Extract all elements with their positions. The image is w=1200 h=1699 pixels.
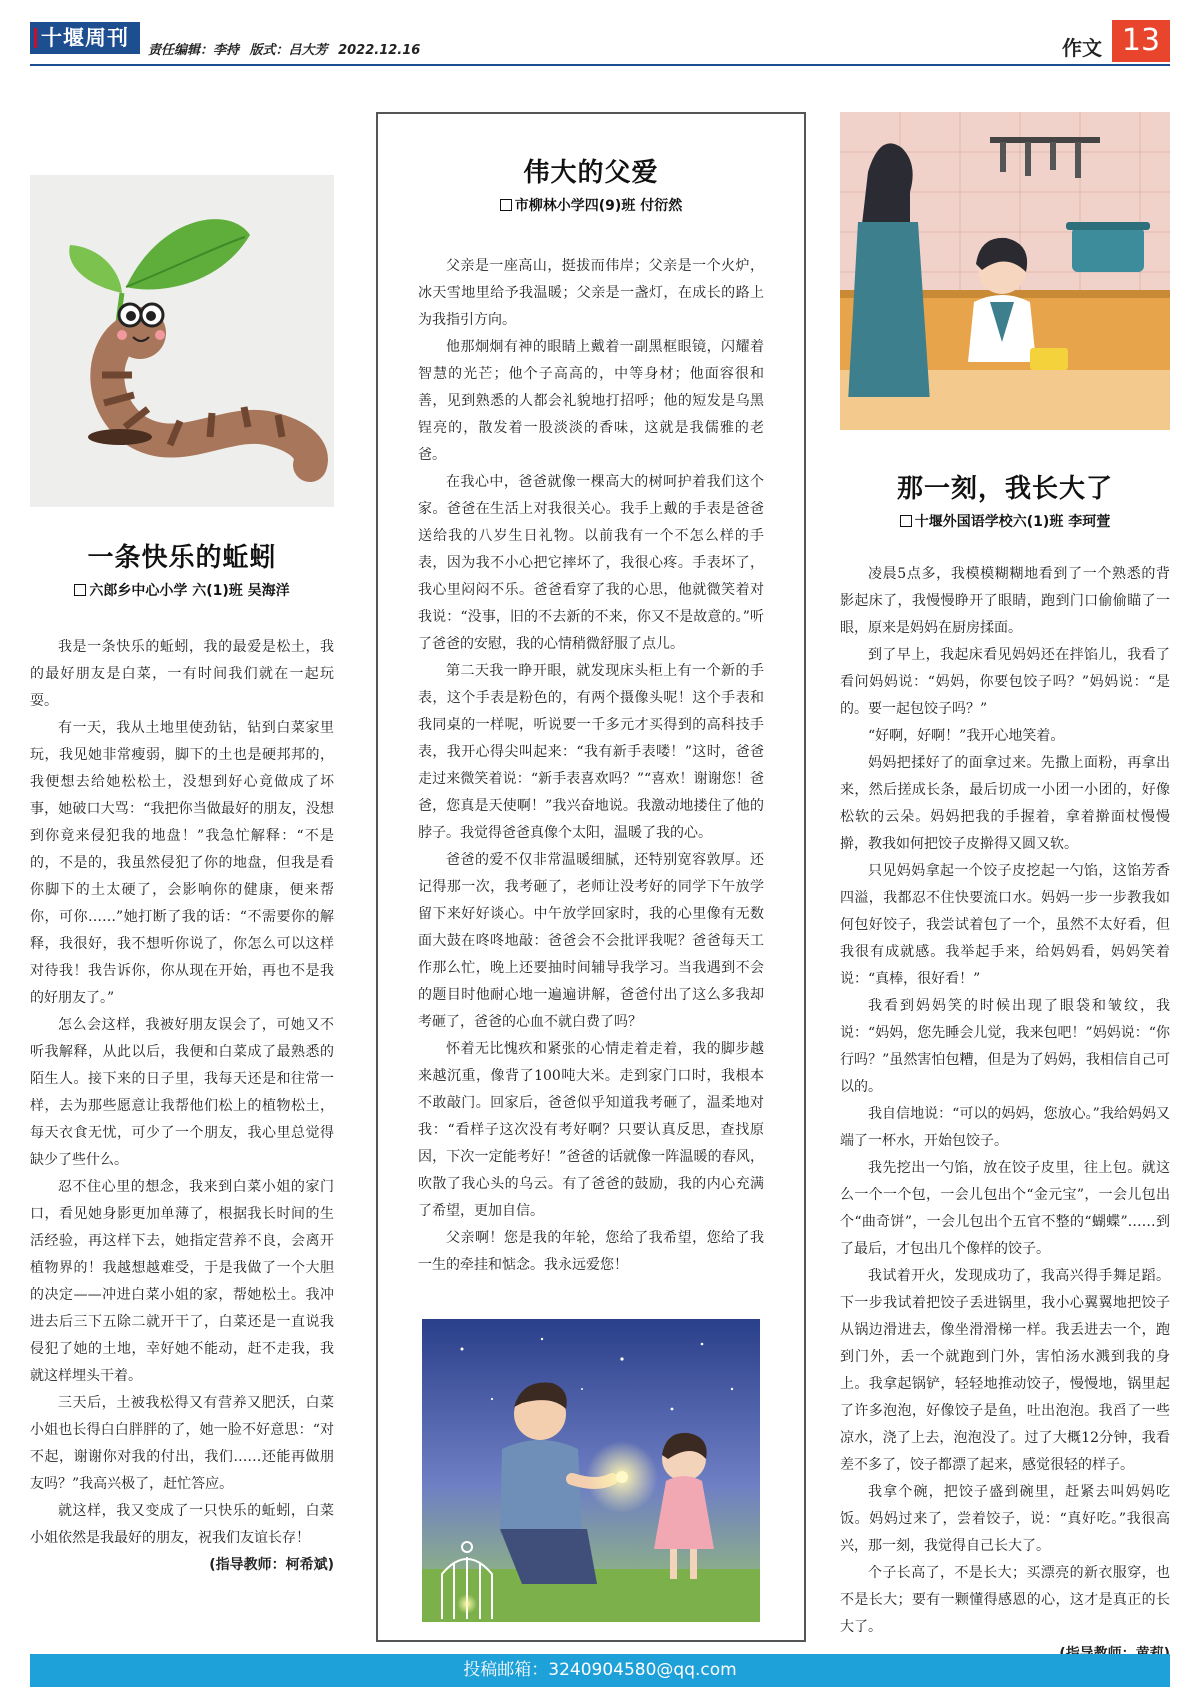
paragraph: 就这样，我又变成了一只快乐的蚯蚓，白菜小姐依然是我最好的朋友，祝我们友谊长存！ bbox=[30, 1503, 334, 1546]
paragraph: 父亲是一座高山，挺拔而伟岸；父亲是一个火炉，冰天雪地里给予我温暖；父亲是一盏灯，在成长的路上为我指引方向。 bbox=[418, 258, 764, 328]
paragraph: 凌晨5点多，我模模糊糊地看到了一个熟悉的背影起床了，我慢慢睁开了眼睛，跑到门口偷偷瞄了一眼，原来是妈妈在厨房揉面。 bbox=[840, 566, 1170, 636]
issue-date: 2022.12.16 bbox=[338, 43, 421, 58]
article-body bbox=[840, 561, 1170, 1641]
submission-email-bar: 投稿邮箱：3240904580@qq.com bbox=[30, 1654, 1170, 1687]
paragraph: 他那炯炯有神的眼睛上戴着一副黑框眼镜，闪耀着智慧的光芒；他个子高高的，中等身材；他面容很和善，见到熟悉的人都会礼貌地打招呼；他的短发是乌黑锃亮的，散发着一股淡淡的香味，这就是我儒雅的老爸。 bbox=[418, 339, 764, 463]
editor: 责任编辑：李持 bbox=[148, 43, 240, 58]
section-name: 作文 bbox=[1062, 36, 1102, 60]
article-title: 一条快乐的蚯蚓 bbox=[87, 543, 277, 573]
layout-editor: 版式：吕大芳 bbox=[249, 43, 328, 58]
article-byline: 市柳林小学四(9)班 付衍然 bbox=[418, 195, 764, 215]
article-body bbox=[418, 253, 764, 1279]
newspaper-logo: 十堰周刊 bbox=[30, 22, 140, 54]
teacher-credit: (指导教师：柯希斌) bbox=[209, 1557, 334, 1573]
father-daughter-illustration bbox=[422, 1319, 760, 1622]
article-fatherly-love bbox=[376, 112, 806, 1642]
paragraph: 第二天我一睁开眼，就发现床头柜上有一个新的手表，这个手表是粉色的，有两个摄像头呢！这个手表和我同桌的一样呢，听说要一千多元才买得到的高科技手表，我开心得尖叫起来：“我有新手表喽！”这时，爸爸走过来微笑着说：“新手表喜欢吗？”“喜欢！谢谢您！爸爸，您真是天使啊！”我兴奋地说。我激动地搂住了他的脖子。我觉得爸爸真像个太阳，温暖了我的心。 bbox=[418, 663, 764, 841]
article-title: 那一刻，我长大了 bbox=[896, 474, 1113, 504]
header-rule bbox=[30, 64, 1170, 66]
paragraph: 忍不住心里的想念，我来到白菜小姐的家门口，看见她身影更加单薄了，根据我长时间的生活经验，再这样下去，她指定营养不良，会离开植物界的！我越想越难受，于是我做了一个大胆的决定——冲进白菜小姐的家，帮她松土。我冲进去后三下五除二就开干了，白菜还是一直说我侵犯了她的土地，幸好她不能动，赶不走我，我就这样埋头干着。 bbox=[30, 1179, 334, 1384]
article-title: 伟大的父爱 bbox=[523, 158, 659, 188]
paragraph: 我自信地说：“可以的妈妈，您放心。”我给妈妈又端了一杯水，开始包饺子。 bbox=[840, 1106, 1170, 1149]
paragraph: 个子长高了，不是长大；买漂亮的新衣服穿，也不是长大；要有一颗懂得感恩的心，这才是真正的长大了。 bbox=[840, 1565, 1170, 1635]
article-grew-up bbox=[840, 112, 1170, 1663]
paragraph: 我看到妈妈笑的时候出现了眼袋和皱纹，我说：“妈妈，您先睡会儿觉，我来包吧！”妈妈说：“你行吗？”虽然害怕包糟，但是为了妈妈，我相信自己可以的。 bbox=[840, 998, 1170, 1095]
page-number: 13 bbox=[1112, 20, 1170, 62]
paragraph: 爸爸的爱不仅非常温暖细腻，还特别宽容敦厚。还记得那一次，我考砸了，老师让没考好的同学下午放学留下来好好谈心。中午放学回家时，我的心里像有无数面大鼓在咚咚地敲：爸爸会不会批评我呢？爸爸每天工作那么忙，晚上还要抽时间辅导我学习。当我遇到不会的题目时他耐心地一遍遍讲解，爸爸付出了这么多我却考砸了，爸爸的心血不就白费了吗？ bbox=[418, 852, 764, 1030]
article-body bbox=[30, 634, 334, 1552]
paragraph: 怎么会这样，我被好朋友误会了，可她又不听我解释，从此以后，我便和白菜成了最熟悉的陌生人。接下来的日子里，我每天还是和往常一样，去为那些愿意让我帮他们松上的植物松土，每天衣食无忧，可少了一个朋友，我心里总觉得缺少了些什么。 bbox=[30, 1017, 334, 1168]
editor-info bbox=[148, 39, 426, 58]
article-byline: 六郎乡中心小学 六(1)班 吴海洋 bbox=[30, 580, 334, 600]
paragraph: 我先挖出一勺馅，放在饺子皮里，往上包。就这么一个一个包，一会儿包出个“金元宝”，一会儿包出个“曲奇饼”，一会儿包出个五官不整的“蝴蝶”……到了最后，才包出几个像样的饺子。 bbox=[840, 1160, 1170, 1257]
paragraph: 只见妈妈拿起一个饺子皮挖起一勺馅，这馅芳香四溢，我都忍不住快要流口水。妈妈一步一步教我如何包好饺子，我尝试着包了一个，虽然不太好看，但我很有成就感。我举起手来，给妈妈看，妈妈笑着说：“真棒，很好看！” bbox=[840, 863, 1170, 987]
worm-illustration bbox=[30, 175, 334, 507]
paragraph: 我试着开火，发现成功了，我高兴得手舞足蹈。下一步我试着把饺子丢进锅里，我小心翼翼地把饺子从锅边滑进去，像坐滑滑梯一样。我丢进去一个，跑到门外，丢一个就跑到门外，害怕汤水溅到我的身上。我拿起锅铲，轻轻地推动饺子，慢慢地，锅里起了许多泡泡，好像饺子是鱼，吐出泡泡。我舀了一些凉水，浇了上去，泡泡没了。过了大概12分钟，我看差不多了，饺子都漂了起来，感觉很轻的样子。 bbox=[840, 1268, 1170, 1473]
father-daughter-icon bbox=[422, 1319, 760, 1622]
paragraph: 有一天，我从土地里使劲钻，钻到白菜家里玩，我见她非常瘦弱，脚下的土也是硬邦邦的，我便想去给她松松土，没想到好心竟做成了坏事，她破口大骂：“我把你当做最好的朋友，没想到你竟来侵犯我的地盘！”我急忙解释：“不是的，不是的，我虽然侵犯了你的地盘，但我是看你脚下的土太硬了，会影响你的健康，便来帮你，可你……”她打断了我的话：“不需要你的解释，我很好，我不想听你说了，你怎么可以这样对待我！我告诉你，你从现在开始，再也不是我的好朋友了。” bbox=[30, 720, 334, 1006]
earthworm-icon bbox=[30, 175, 334, 507]
paragraph: 我拿个碗，把饺子盛到碗里，赶紧去叫妈妈吃饭。妈妈过来了，尝着饺子，说：“真好吃。”我很高兴，那一刻，我觉得自己长大了。 bbox=[840, 1484, 1170, 1554]
kitchen-illustration bbox=[840, 112, 1170, 430]
article-earthworm bbox=[30, 175, 334, 1574]
paragraph: 父亲啊！您是我的年轮，您给了我希望，您给了我一生的牵挂和惦念。我永远爱您！ bbox=[418, 1230, 764, 1273]
paragraph: 怀着无比愧疚和紧张的心情走着走着，我的脚步越来越沉重，像背了100吨大米。走到家门口时，我根本不敢敲门。回家后，爸爸似乎知道我考砸了，温柔地对我：“看样子这次没有考好啊？只要认真反思，查找原因，下次一定能考好！”爸爸的话就像一阵温暖的春风，吹散了我心头的乌云。有了爸爸的鼓励，我的内心充满了希望，更加自信。 bbox=[418, 1041, 764, 1219]
paragraph: “好啊，好啊！”我开心地笑着。 bbox=[868, 728, 1065, 744]
paragraph: 在我心中，爸爸就像一棵高大的树呵护着我们这个家。爸爸在生活上对我很关心。我手上戴的手表是爸爸送给我的八岁生日礼物。以前我有一个不怎么样的手表，因为我不小心把它摔坏了，我很心疼。手表坏了，我心里闷闷不乐。爸爸看穿了我的心思，他就微笑着对我说：“没事，旧的不去新的不来，你又不是故意的。”听了爸爸的安慰，我的心情稍微舒服了点儿。 bbox=[418, 474, 764, 652]
paragraph: 我是一条快乐的蚯蚓，我的最爱是松土，我的最好朋友是白菜，一有时间我们就在一起玩耍。 bbox=[30, 639, 334, 709]
article-byline: 十堰外国语学校六(1)班 李珂萱 bbox=[840, 511, 1170, 531]
kitchen-icon bbox=[840, 112, 1170, 430]
page-header bbox=[30, 20, 1170, 64]
paragraph: 妈妈把揉好了的面拿过来。先撒上面粉，再拿出来，然后搓成长条，最后切成一小团一小团的，好像松软的云朵。妈妈把我的手握着，拿着擀面杖慢慢擀，教我如何把饺子皮擀得又圆又软。 bbox=[840, 755, 1170, 852]
paragraph: 三天后，土被我松得又有营养又肥沃，白菜小姐也长得白白胖胖的了，她一脸不好意思：“对不起，谢谢你对我的付出，我们……还能再做朋友吗？”我高兴极了，赶忙答应。 bbox=[30, 1395, 334, 1492]
paragraph: 到了早上，我起床看见妈妈还在拌馅儿，我看了看问妈妈说：“妈妈，你要包饺子吗？”妈妈说：“是的。要一起包饺子吗？” bbox=[840, 647, 1170, 717]
